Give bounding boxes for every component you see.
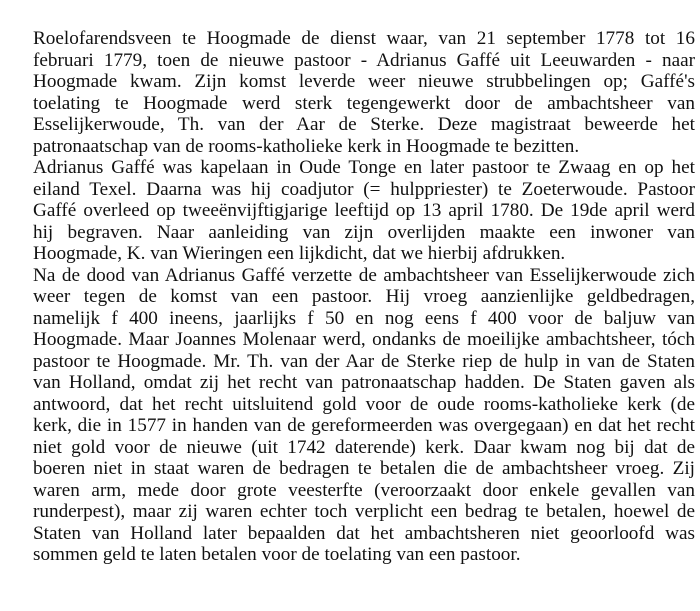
paragraph-3	[33, 265, 695, 566]
text-line: Gaffé overleed op tweeënvijftigjarige leeftijd op 13 april 1780. De 19de april werd	[33, 200, 695, 221]
text-line: namelijk f 400 ineens, jaarlijks f 50 en nog eens f 400 voor de baljuw van	[33, 307, 695, 329]
text-line: patronaatschap van de rooms-katholieke kerk in Hoogmade te bezitten.	[33, 135, 580, 157]
text-line: februari 1779, toen de nieuwe pastoor - Adrianus Gaffé uit Leeuwarden - naar	[33, 49, 695, 71]
text-line: Hoogmade, K. van Wieringen een lijkdicht, dat we hierbij afdrukken.	[33, 243, 566, 264]
text-line: waren arm, mede door grote veesterfte (veroorzaakt door enkele gevallen van	[33, 479, 695, 501]
text-line: Roelofarendsveen te Hoogmade de dienst waar, van 21 september 1778 tot 16	[33, 28, 695, 49]
text-line: Na de dood van Adrianus Gaffé verzette de ambachtsheer van Esselijkerwoude zich	[33, 264, 695, 286]
text-line: Adrianus Gaffé was kapelaan in Oude Tonge en later pastoor te Zwaag en op het	[33, 157, 695, 178]
text-line: Staten van Holland later bepaalden dat het ambachtsheren niet geoorloofd was	[33, 522, 695, 544]
text-line: niet gold voor de nieuwe (uit 1742 daterende) kerk. Daar kwam nog bij dat de	[33, 436, 695, 458]
text-line: boeren niet in staat waren de bedragen te betalen die de ambachtsheer vroeg. Zij	[33, 458, 695, 479]
text-line: sommen geld te laten betalen voor de toelating van een pastoor.	[33, 544, 521, 565]
text-line: van Holland, omdat zij het recht van patronaatschap hadden. De Staten gaven als	[33, 372, 695, 393]
text-line: Esselijkerwoude, Th. van der Aar de Sterke. Deze magistraat beweerde het	[33, 114, 695, 135]
text-line: Hoogmade. Maar Joannes Molenaar werd, ondanks de moeilijke ambachtsheer, tóch	[33, 329, 695, 350]
text-line: hij begraven. Naar aanleiding van zijn overlijden maakte een inwoner van	[33, 221, 695, 243]
text-line: weer tegen de komst van een pastoor. Hij vroeg aanzienlijke geldbedragen,	[33, 286, 695, 307]
text-line: antwoord, dat het recht uitsluitend gold voor de oude rooms-katholieke kerk (de	[33, 393, 695, 415]
text-line: toelating te Hoogmade werd sterk tegengewerkt door de ambachtsheer van	[33, 92, 695, 114]
text-line: runderpest), maar zij waren echter toch verplicht een bedrag te betalen, hoewel de	[33, 501, 695, 522]
text-line: eiland Texel. Daarna was hij coadjutor (= hulppriester) te Zoeterwoude. Pastoor	[33, 178, 695, 200]
text-line: Hoogmade kwam. Zijn komst leverde weer nieuwe strubbelingen op; Gaffé's	[33, 71, 695, 92]
paragraph-2	[33, 157, 695, 265]
document-body	[33, 28, 695, 566]
text-line: pastoor te Hoogmade. Mr. Th. van der Aar de Sterke riep de hulp in van de Staten	[33, 350, 695, 372]
paragraph-1	[33, 28, 695, 157]
text-line: kerk, die in 1577 in handen van de gereformeerden was overgegaan) en dat het recht	[33, 415, 695, 436]
